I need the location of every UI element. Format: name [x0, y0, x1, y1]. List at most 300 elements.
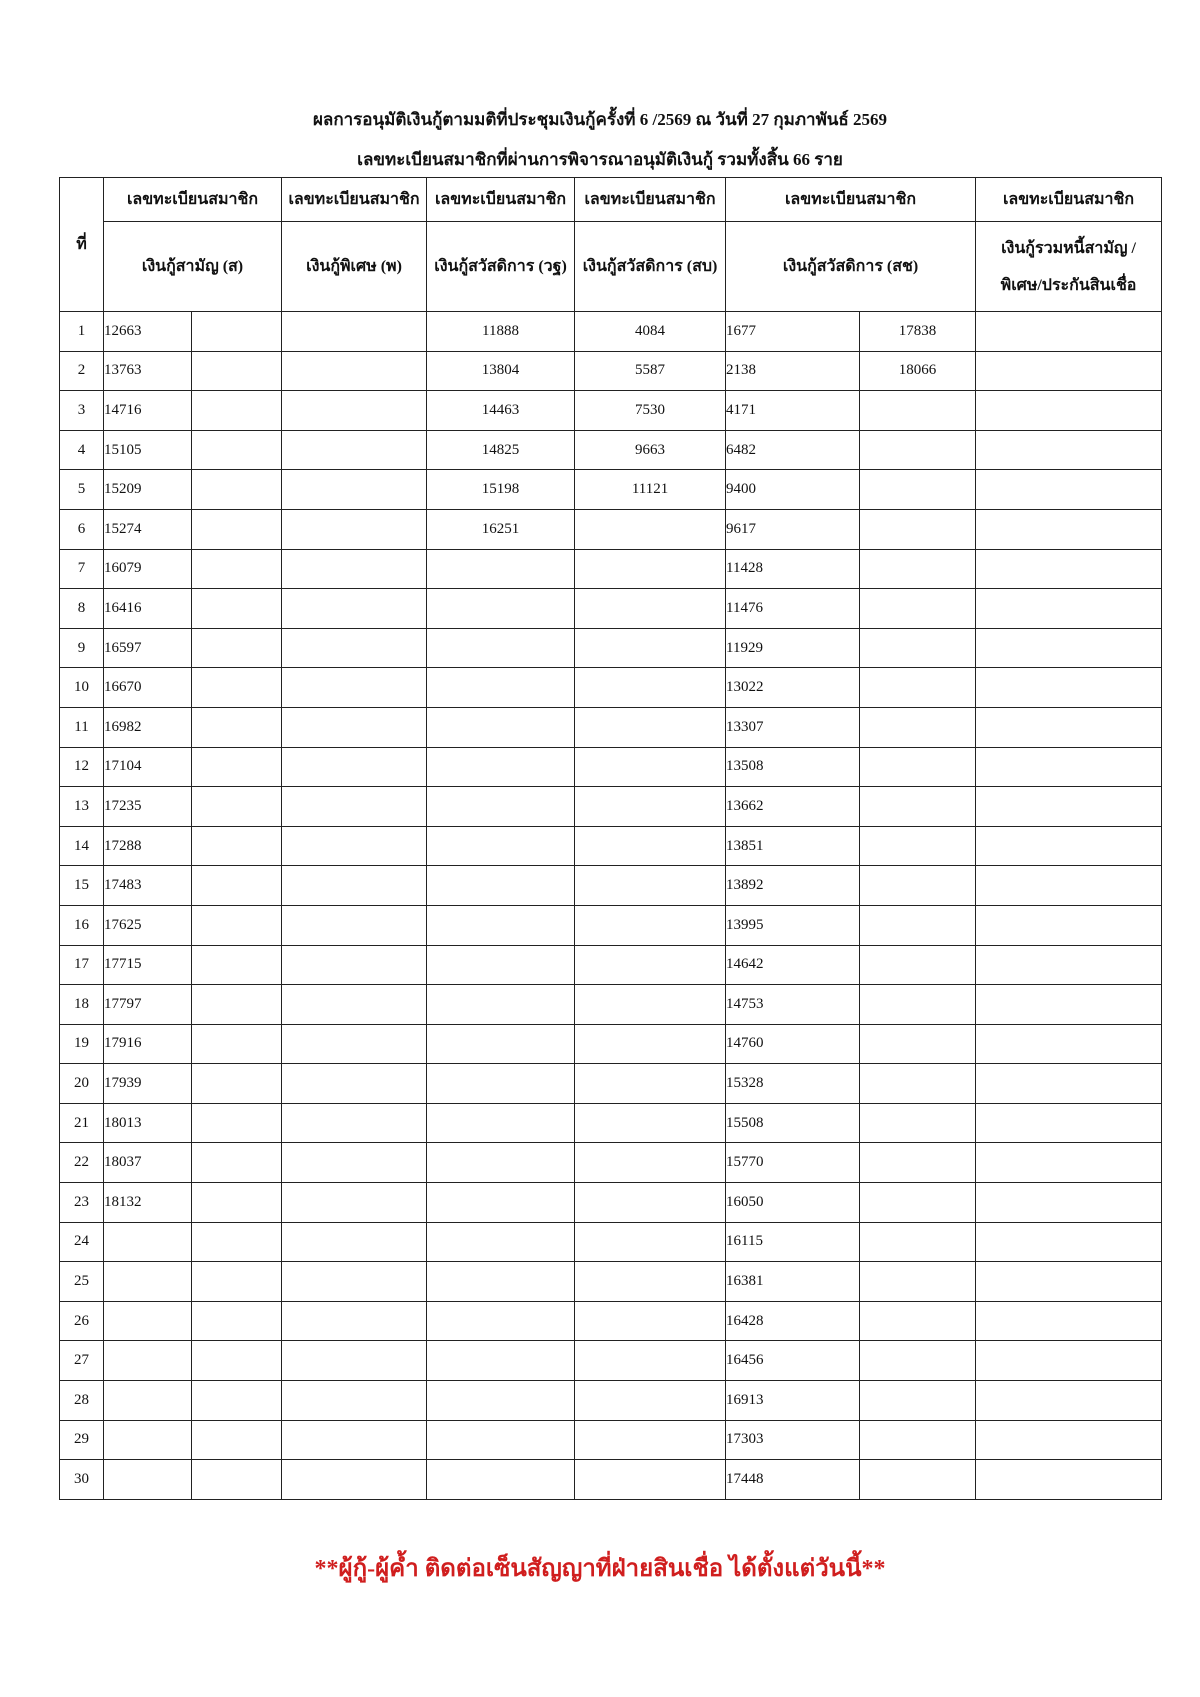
cell-wg: [427, 1460, 575, 1500]
cell-wg: [427, 549, 575, 589]
cell-wg: [427, 1064, 575, 1104]
table-row: [60, 312, 1162, 352]
cell-wg: [427, 905, 575, 945]
cell-comb: [976, 509, 1162, 549]
cell-sc1: 13508: [726, 747, 860, 787]
cell-wg: [427, 1341, 575, 1381]
cell-pis: [282, 351, 427, 391]
cell-sam-blank: [192, 787, 282, 827]
cell-sc1: 9400: [726, 470, 860, 510]
cell-sb: [575, 549, 726, 589]
cell-sc2: [860, 787, 976, 827]
cell-no: 28: [60, 1381, 104, 1421]
table-row: [60, 470, 1162, 510]
cell-sam-blank: [192, 985, 282, 1025]
cell-pis: [282, 628, 427, 668]
cell-sb: [575, 1103, 726, 1143]
cell-sam-blank: [192, 1420, 282, 1460]
cell-sam: 17939: [104, 1064, 192, 1104]
cell-sc2: [860, 549, 976, 589]
table-row: [60, 1183, 1162, 1223]
cell-comb: [976, 628, 1162, 668]
cell-no: 25: [60, 1262, 104, 1302]
cell-comb: [976, 1381, 1162, 1421]
cell-sb: [575, 1381, 726, 1421]
cell-sc2: [860, 470, 976, 510]
cell-sc2: [860, 905, 976, 945]
cell-pis: [282, 470, 427, 510]
cell-no: 12: [60, 747, 104, 787]
cell-no: 30: [60, 1460, 104, 1500]
cell-comb: [976, 589, 1162, 629]
table-row: [60, 1064, 1162, 1104]
cell-sam: 16079: [104, 549, 192, 589]
cell-pis: [282, 1262, 427, 1302]
cell-sb: 4084: [575, 312, 726, 352]
cell-sb: 5587: [575, 351, 726, 391]
cell-sam-blank: [192, 470, 282, 510]
cell-sam-blank: [192, 668, 282, 708]
table-row: [60, 747, 1162, 787]
cell-sc2: [860, 1301, 976, 1341]
cell-comb: [976, 312, 1162, 352]
cell-wg: 14463: [427, 391, 575, 431]
cell-comb: [976, 1420, 1162, 1460]
cell-sc1: 14642: [726, 945, 860, 985]
cell-sam: [104, 1460, 192, 1500]
cell-sam: 13763: [104, 351, 192, 391]
cell-comb: [976, 866, 1162, 906]
cell-sb: [575, 1064, 726, 1104]
cell-comb: [976, 430, 1162, 470]
cell-comb: [976, 985, 1162, 1025]
cell-sc2: [860, 1381, 976, 1421]
cell-sam-blank: [192, 1262, 282, 1302]
cell-sb: [575, 787, 726, 827]
cell-pis: [282, 1143, 427, 1183]
cell-sc2: [860, 1341, 976, 1381]
cell-comb: [976, 1262, 1162, 1302]
cell-sc2: [860, 866, 976, 906]
table-row: [60, 1262, 1162, 1302]
cell-wg: [427, 1301, 575, 1341]
cell-comb: [976, 1064, 1162, 1104]
cell-sc2: [860, 430, 976, 470]
cell-sb: [575, 707, 726, 747]
cell-no: 4: [60, 430, 104, 470]
cell-comb: [976, 1341, 1162, 1381]
cell-wg: 15198: [427, 470, 575, 510]
cell-sb: [575, 1183, 726, 1223]
cell-sc2: [860, 628, 976, 668]
footer-notice: **ผู้กู้-ผู้ค้ำ ติดต่อเซ็นสัญญาที่ฝ่ายสินเชื่อ ได้ตั้งแต่วันนี้**: [314, 1556, 886, 1582]
table-row: [60, 1381, 1162, 1421]
cell-sam: 17625: [104, 905, 192, 945]
cell-sam-blank: [192, 747, 282, 787]
table-row: [60, 1341, 1162, 1381]
cell-wg: [427, 826, 575, 866]
cell-sc1: 11428: [726, 549, 860, 589]
cell-comb: [976, 549, 1162, 589]
cell-sam: [104, 1222, 192, 1262]
table-row: [60, 589, 1162, 629]
cell-sam: 16416: [104, 589, 192, 629]
cell-sb: 11121: [575, 470, 726, 510]
cell-comb: [976, 1222, 1162, 1262]
cell-wg: [427, 589, 575, 629]
cell-wg: [427, 787, 575, 827]
cell-sam: 17288: [104, 826, 192, 866]
cell-comb: [976, 1183, 1162, 1223]
cell-sc1: 16381: [726, 1262, 860, 1302]
cell-no: 17: [60, 945, 104, 985]
cell-pis: [282, 1301, 427, 1341]
cell-sam-blank: [192, 589, 282, 629]
cell-sb: [575, 905, 726, 945]
cell-sc2: [860, 707, 976, 747]
cell-wg: [427, 1143, 575, 1183]
cell-no: 8: [60, 589, 104, 629]
cell-sam-blank: [192, 1183, 282, 1223]
cell-sc1: 15508: [726, 1103, 860, 1143]
cell-comb: [976, 1024, 1162, 1064]
cell-sc1: 1677: [726, 312, 860, 352]
cell-sc1: 16428: [726, 1301, 860, 1341]
cell-sam-blank: [192, 1301, 282, 1341]
header-sam: เงินกู้สามัญ (ส): [104, 222, 282, 312]
cell-sb: [575, 589, 726, 629]
cell-no: 26: [60, 1301, 104, 1341]
cell-pis: [282, 509, 427, 549]
cell-pis: [282, 1381, 427, 1421]
cell-sc2: [860, 668, 976, 708]
cell-sam-blank: [192, 351, 282, 391]
table-row: [60, 1301, 1162, 1341]
cell-pis: [282, 866, 427, 906]
cell-no: 29: [60, 1420, 104, 1460]
cell-sam: 16670: [104, 668, 192, 708]
header-wg: เงินกู้สวัสดิการ (วฐ): [427, 222, 575, 312]
table-row: [60, 707, 1162, 747]
cell-sam-blank: [192, 905, 282, 945]
cell-wg: 14825: [427, 430, 575, 470]
cell-pis: [282, 668, 427, 708]
cell-wg: [427, 866, 575, 906]
cell-wg: [427, 985, 575, 1025]
cell-sam: 15209: [104, 470, 192, 510]
cell-sam: 17104: [104, 747, 192, 787]
cell-sam-blank: [192, 866, 282, 906]
cell-sam-blank: [192, 826, 282, 866]
table-row: [60, 430, 1162, 470]
cell-sc1: 11929: [726, 628, 860, 668]
cell-no: 23: [60, 1183, 104, 1223]
cell-sam: 17235: [104, 787, 192, 827]
cell-no: 13: [60, 787, 104, 827]
cell-sc1: 17448: [726, 1460, 860, 1500]
cell-sam-blank: [192, 1024, 282, 1064]
cell-sam: [104, 1420, 192, 1460]
cell-sc1: 13995: [726, 905, 860, 945]
cell-no: 10: [60, 668, 104, 708]
header-reg-wg: เลขทะเบียนสมาชิก: [427, 178, 575, 222]
cell-wg: [427, 668, 575, 708]
document-title: ผลการอนุมัติเงินกู้ตามมติที่ประชุมเงินกู้ครั้งที่ 6 /2569 ณ วันที่ 27 กุมภาพันธ์ 2569: [312, 110, 888, 129]
cell-wg: [427, 1024, 575, 1064]
cell-sb: [575, 1460, 726, 1500]
cell-sc1: 16913: [726, 1381, 860, 1421]
cell-sc1: 6482: [726, 430, 860, 470]
cell-sc2: 18066: [860, 351, 976, 391]
cell-sb: [575, 1024, 726, 1064]
cell-comb: [976, 470, 1162, 510]
cell-sam: 15274: [104, 509, 192, 549]
cell-no: 3: [60, 391, 104, 431]
cell-sb: [575, 668, 726, 708]
cell-comb: [976, 391, 1162, 431]
table-row: [60, 391, 1162, 431]
cell-sc2: [860, 1420, 976, 1460]
cell-comb: [976, 351, 1162, 391]
header-combined-line1: เงินกู้รวมหนี้สามัญ /: [1001, 239, 1136, 257]
cell-no: 19: [60, 1024, 104, 1064]
cell-pis: [282, 1103, 427, 1143]
cell-sam-blank: [192, 707, 282, 747]
table-row: [60, 1420, 1162, 1460]
header-pis: เงินกู้พิเศษ (พ): [282, 222, 427, 312]
cell-sc2: [860, 1064, 976, 1104]
cell-sam: [104, 1301, 192, 1341]
cell-pis: [282, 1024, 427, 1064]
cell-sc2: [860, 985, 976, 1025]
cell-sam-blank: [192, 1341, 282, 1381]
cell-comb: [976, 905, 1162, 945]
cell-pis: [282, 1420, 427, 1460]
cell-pis: [282, 589, 427, 629]
header-sb: เงินกู้สวัสดิการ (สบ): [575, 222, 726, 312]
cell-sc2: [860, 1024, 976, 1064]
cell-sam: 17483: [104, 866, 192, 906]
cell-sam: 17916: [104, 1024, 192, 1064]
table-row: [60, 905, 1162, 945]
cell-sam-blank: [192, 1103, 282, 1143]
cell-wg: [427, 945, 575, 985]
cell-comb: [976, 787, 1162, 827]
cell-sam-blank: [192, 1381, 282, 1421]
cell-sc2: [860, 589, 976, 629]
cell-sc1: 2138: [726, 351, 860, 391]
header-reg-comb: เลขทะเบียนสมาชิก: [976, 178, 1162, 222]
cell-no: 22: [60, 1143, 104, 1183]
cell-sc2: [860, 509, 976, 549]
cell-sam: 16597: [104, 628, 192, 668]
cell-sc1: 13662: [726, 787, 860, 827]
approval-table: [59, 177, 1162, 1500]
cell-sc2: [860, 1460, 976, 1500]
cell-sb: [575, 1420, 726, 1460]
cell-wg: 16251: [427, 509, 575, 549]
cell-sam: 12663: [104, 312, 192, 352]
table-row: [60, 985, 1162, 1025]
cell-wg: [427, 1420, 575, 1460]
cell-sb: [575, 985, 726, 1025]
header-sc: เงินกู้สวัสดิการ (สช): [726, 222, 976, 312]
cell-sc1: 16115: [726, 1222, 860, 1262]
cell-sam: [104, 1341, 192, 1381]
cell-sb: [575, 1341, 726, 1381]
cell-pis: [282, 1460, 427, 1500]
cell-sb: 9663: [575, 430, 726, 470]
cell-sb: [575, 1143, 726, 1183]
cell-comb: [976, 945, 1162, 985]
cell-sam: 18013: [104, 1103, 192, 1143]
cell-pis: [282, 985, 427, 1025]
cell-no: 21: [60, 1103, 104, 1143]
header-combined: [976, 222, 1162, 312]
table-row: [60, 1460, 1162, 1500]
header-reg-pis: เลขทะเบียนสมาชิก: [282, 178, 427, 222]
table-row: [60, 628, 1162, 668]
table-row: [60, 351, 1162, 391]
cell-sam-blank: [192, 1143, 282, 1183]
cell-sb: [575, 945, 726, 985]
cell-sc2: [860, 826, 976, 866]
header-reg-sb: เลขทะเบียนสมาชิก: [575, 178, 726, 222]
cell-wg: [427, 1262, 575, 1302]
cell-sc2: [860, 747, 976, 787]
cell-sam: 15105: [104, 430, 192, 470]
cell-wg: 11888: [427, 312, 575, 352]
cell-sb: [575, 866, 726, 906]
cell-pis: [282, 1064, 427, 1104]
cell-pis: [282, 1222, 427, 1262]
cell-wg: 13804: [427, 351, 575, 391]
cell-sam-blank: [192, 549, 282, 589]
cell-sam-blank: [192, 628, 282, 668]
cell-comb: [976, 1301, 1162, 1341]
cell-sb: [575, 1262, 726, 1302]
cell-sc1: 4171: [726, 391, 860, 431]
table-row: [60, 549, 1162, 589]
cell-wg: [427, 707, 575, 747]
cell-sc2: [860, 1183, 976, 1223]
table-row: [60, 509, 1162, 549]
cell-sb: [575, 1222, 726, 1262]
header-reg-sam: เลขทะเบียนสมาชิก: [104, 178, 282, 222]
cell-sam-blank: [192, 945, 282, 985]
table-row: [60, 866, 1162, 906]
cell-sam: 17797: [104, 985, 192, 1025]
cell-sam-blank: [192, 1222, 282, 1262]
cell-sam-blank: [192, 312, 282, 352]
cell-sb: [575, 509, 726, 549]
cell-pis: [282, 707, 427, 747]
cell-sam: 16982: [104, 707, 192, 747]
cell-comb: [976, 668, 1162, 708]
cell-comb: [976, 1103, 1162, 1143]
cell-pis: [282, 312, 427, 352]
cell-sc1: 11476: [726, 589, 860, 629]
table-row: [60, 1103, 1162, 1143]
cell-no: 20: [60, 1064, 104, 1104]
cell-sc2: [860, 1222, 976, 1262]
cell-sam-blank: [192, 509, 282, 549]
cell-no: 7: [60, 549, 104, 589]
cell-sc2: [860, 1143, 976, 1183]
table-row: [60, 945, 1162, 985]
cell-pis: [282, 905, 427, 945]
cell-no: 2: [60, 351, 104, 391]
cell-sc1: 13851: [726, 826, 860, 866]
cell-no: 18: [60, 985, 104, 1025]
header-no: ที่: [60, 178, 104, 312]
cell-sc2: [860, 1262, 976, 1302]
cell-sb: 7530: [575, 391, 726, 431]
cell-pis: [282, 787, 427, 827]
cell-wg: [427, 1183, 575, 1223]
cell-sam: [104, 1262, 192, 1302]
cell-sc1: 13307: [726, 707, 860, 747]
cell-sc1: 13022: [726, 668, 860, 708]
cell-pis: [282, 945, 427, 985]
cell-no: 16: [60, 905, 104, 945]
cell-no: 1: [60, 312, 104, 352]
cell-wg: [427, 628, 575, 668]
cell-sc1: 15770: [726, 1143, 860, 1183]
cell-pis: [282, 549, 427, 589]
cell-sc2: [860, 945, 976, 985]
cell-sam-blank: [192, 1064, 282, 1104]
header-reg-sc: เลขทะเบียนสมาชิก: [726, 178, 976, 222]
cell-no: 6: [60, 509, 104, 549]
cell-sc1: 14753: [726, 985, 860, 1025]
cell-pis: [282, 826, 427, 866]
cell-wg: [427, 1222, 575, 1262]
cell-sc1: 9617: [726, 509, 860, 549]
cell-sam: 17715: [104, 945, 192, 985]
cell-sam: [104, 1381, 192, 1421]
table-row: [60, 826, 1162, 866]
cell-sc1: 14760: [726, 1024, 860, 1064]
cell-no: 15: [60, 866, 104, 906]
cell-sc2: 17838: [860, 312, 976, 352]
cell-sam: 18132: [104, 1183, 192, 1223]
cell-comb: [976, 747, 1162, 787]
cell-comb: [976, 1460, 1162, 1500]
cell-comb: [976, 1143, 1162, 1183]
cell-sc1: 16456: [726, 1341, 860, 1381]
cell-sc1: 15328: [726, 1064, 860, 1104]
cell-sc1: 17303: [726, 1420, 860, 1460]
table-row: [60, 787, 1162, 827]
cell-sam-blank: [192, 430, 282, 470]
cell-no: 27: [60, 1341, 104, 1381]
cell-sb: [575, 1301, 726, 1341]
header-combined-line2: พิเศษ/ประกันสินเชื่อ: [1000, 276, 1137, 294]
table-row: [60, 1222, 1162, 1262]
table-row: [60, 668, 1162, 708]
cell-no: 24: [60, 1222, 104, 1262]
cell-no: 5: [60, 470, 104, 510]
cell-sam-blank: [192, 391, 282, 431]
cell-sam-blank: [192, 1460, 282, 1500]
cell-wg: [427, 1103, 575, 1143]
cell-comb: [976, 826, 1162, 866]
cell-sb: [575, 747, 726, 787]
table-row: [60, 1143, 1162, 1183]
cell-sam: 14716: [104, 391, 192, 431]
cell-no: 14: [60, 826, 104, 866]
